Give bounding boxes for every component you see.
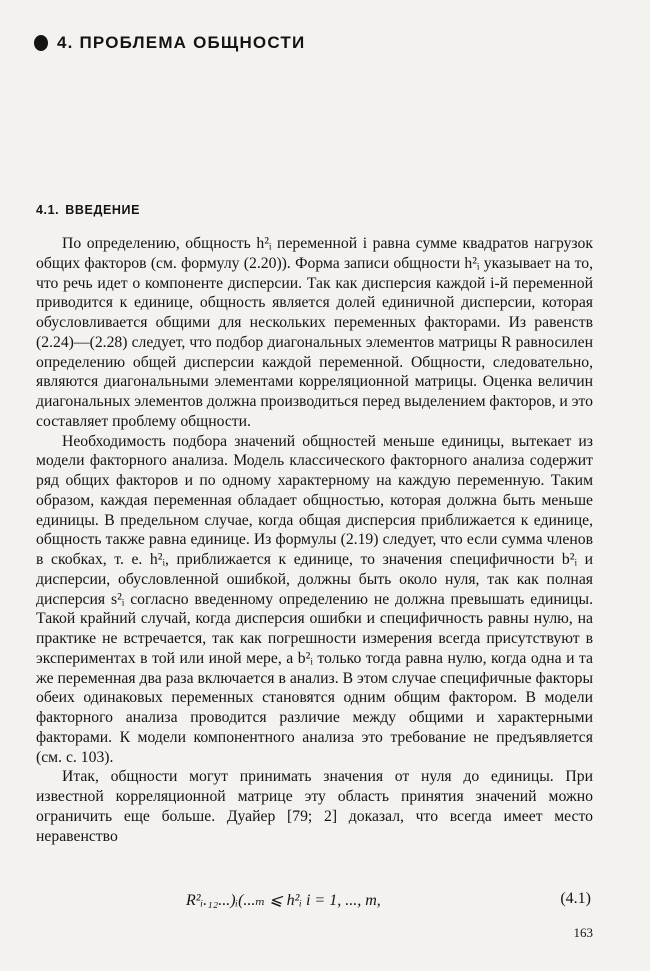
chapter-title: 4. ПРОБЛЕМА ОБЩНОСТИ — [57, 33, 306, 52]
paragraph: По определению, общность h²ᵢ переменной i равна сумме квадратов нагрузок общих факторов (см. формулу (2.20)). Форма записи общности h²ᵢ указывает на то, что речь идет о компоненте дисперсии. Так как дисперсия каждой i-й переменной приводится к единице, общность является долей единичной дисперсии, которая обусловливается общими для нескольких переменных факторами. Из равенств (2.24)—(2.28) следует, что подбор диагональных элементов матрицы R равносилен определению общей дисперсии каждой переменной. Общности, следовательно, являются диагональными элементами корреляционной матрицы. Оценка величин диагональных элементов должна производиться перед выделением факторов, и это составляет проблему общности. — [36, 235, 593, 430]
formula-expression: R²ᵢ.₁₂...)ᵢ(...ₘ ⩽ h²ᵢ i = 1, ..., m, — [186, 892, 381, 909]
bullet-icon — [34, 35, 48, 51]
formula-4-1 — [36, 890, 593, 920]
section-heading — [36, 203, 140, 217]
paragraph: Итак, общности могут принимать значения от нуля до единицы. При известной корреляционной матрице эту область принятия значений можно ограничить еще больше. Дуайер [79; 2] доказал, что всегда имеет место неравенство — [36, 768, 593, 845]
chapter-heading — [34, 33, 305, 53]
formula-number: (4.1) — [560, 890, 591, 907]
page-number: 163 — [573, 925, 593, 940]
section-number: 4.1. — [36, 203, 60, 217]
paragraph: Необходимость подбора значений общностей меньше единицы, вытекает из модели факторного анализа. Модель классического факторного анализа содержит ряд общих факторов и по одному характерному на каждую переменную. Таким образом, каждая переменная обладает общностью, которая должна быть меньше единицы. В предельном случае, когда общая дисперсия приближается к единице, общность также равна единице. Из формулы (2.19) следует, что если сумма членов в скобках, т. е. h²ᵢ, приближается к единице, то значения специфичности b²ᵢ и дисперсии, обусловленной ошибкой, должны быть около нуля, так как полная дисперсия s²ᵢ согласно введенному определению не должна превышать единицы. Такой крайний случай, когда дисперсия ошибки и специфичность равны нулю, на практике не встречается, так как погрешности измерения всегда присутствуют в экспериментах в той или иной мере, а b²ᵢ только тогда равна нулю, когда одна и та же переменная два раза включается в анализ. В этом случае специфичные факторы обеих одинаковых переменных становятся одним общим фактором. В модели факторного анализа проводится различие между общими и характерными факторами. К модели компонентного анализа это требование не предъявляется (см. с. 103). — [36, 432, 593, 766]
body-text — [36, 234, 593, 846]
section-title: ВВЕДЕНИЕ — [65, 203, 141, 217]
